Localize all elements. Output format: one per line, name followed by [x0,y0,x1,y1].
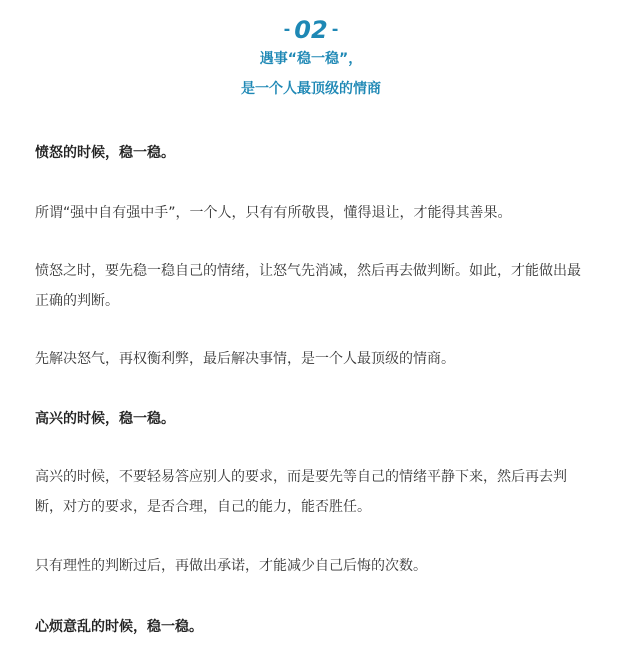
heading-angry: 愤怒的时候，稳一稳。 [35,145,175,161]
paragraph-calm-anger: 愤怒之时，要先稳一稳自己的情绪，让怒气先消减，然后再去做判断。如此，才能做出最正确的判断。 [35,263,581,309]
section-number-value: 02 [294,15,328,44]
dash-left: - [283,19,291,39]
heading-happy: 高兴的时候，稳一稳。 [35,411,175,427]
section-title-line-2: 是一个人最顶级的情商 [241,81,381,97]
paragraph-respect: 所谓“强中自有强中手”，一个人，只有有所敬畏，懂得退让，才能得其善果。 [35,205,512,221]
section-header [0,14,622,104]
dash-right: - [331,19,339,39]
heading-upset: 心烦意乱的时候，稳一稳。 [35,619,203,635]
section-number [0,14,622,44]
section-title-line-1: 遇事“稳一稳”， [259,51,363,67]
paragraph-happy-judgement: 高兴的时候，不要轻易答应别人的要求，而是要先等自己的情绪平静下来，然后再去判断，对方的要求，是否合理，自己的能力，能否胜任。 [35,469,567,515]
paragraph-resolve-anger: 先解决怒气，再权衡利弊，最后解决事情，是一个人最顶级的情商。 [35,351,455,367]
paragraph-rational-promise: 只有理性的判断过后，再做出承诺，才能减少自己后悔的次数。 [35,558,427,574]
